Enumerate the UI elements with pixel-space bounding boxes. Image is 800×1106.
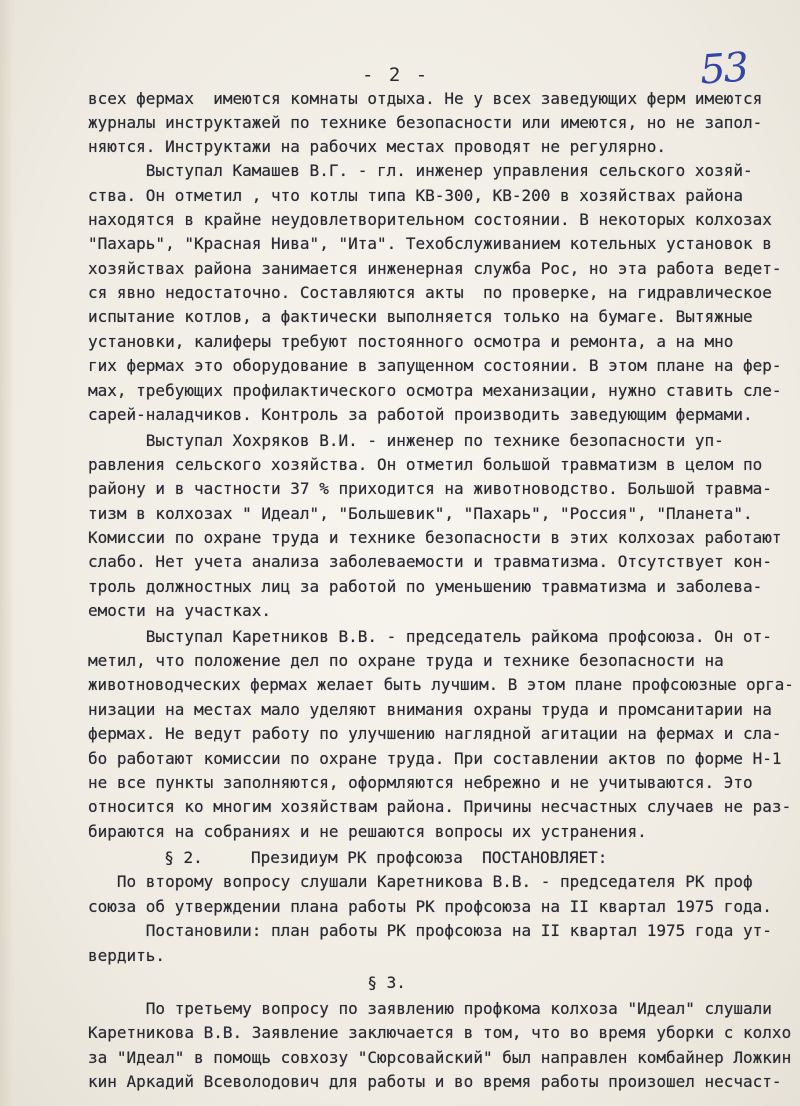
text-line: низации на местах мало уделяют внимания охраны труда и промсанитарии на [88,700,772,719]
text-line: испытание котлов, а фактически выполняется только на бумаге. Вытяжные [88,307,753,326]
text-line: относится ко многим хозяйствам района. Причины несчастных случаев не раз- [88,797,792,816]
text-line: По третьему вопросу по заявлению профкома колхоза "Идеал" слушали [88,999,772,1018]
text-line: Комиссии по охране труда и технике безопасности в этих колхозах работают [88,528,782,547]
text-line: району и в частности 37 % приходится на животноводство. Большой травма- [88,479,772,498]
text-line: фермах. Не ведут работу по улучшению наглядной агитации на фермах и сла- [88,724,782,743]
text-line: находятся в крайне неудовлетворительном состоянии. В некоторых колхозах [88,210,772,229]
text-line: Выступал Камашев В.Г. - гл. инженер управления сельского хозяй- [88,161,753,180]
text-line: ся явно недостаточно. Составляются акты по проверке, на гидравлическое [88,283,772,302]
text-line: емости на участках. [88,601,272,620]
text-line: троль должностных лиц за работой по уменьшению травматизма и заболева- [88,577,763,596]
text-line: бо работают комиссии по охране труда. При составлении актов по форме Н-1 [88,749,782,768]
text-line: Постановили: план работы РК профсоюза на II квартал 1975 года ут- [88,921,772,940]
page-number: - 2 - [362,64,430,86]
text-line: ства. Он отметил , что котлы типа КВ-300, КВ-200 в хозяйствах района [88,186,744,205]
text-line: союза об утверждении плана работы РК профсоюза на II квартал 1975 года. [88,897,772,916]
text-line: "Пахарь", "Красная Нива", "Ита". Техобслуживанием котельных установок в [88,234,772,253]
text-line: Выступал Хохряков В.И. - инженер по технике безопасности уп- [88,431,724,450]
text-line: за "Идеал" в помощь совхозу "Сюрсовайский" был направлен комбайнер Ложкин [88,1048,792,1067]
text-line: бираются на собраниях и не решаются вопросы их устранения. [88,822,647,841]
text-line: кин Аркадий Всеволодович для работы и во время работы произошел несчаст- [88,1072,782,1091]
text-line: журналы инструктажей по технике безопасности или имеются, но не запол- [88,113,763,132]
text-line: Каретникова В.В. Заявление заключается в том, что во время уборки с колхо [88,1023,792,1042]
page-fold-shadow [0,0,14,1106]
text-line: сарей-наладчиков. Контроль за работой производить заведующим фермами. [88,405,753,424]
section-heading: § 2. Президиум РК профсоюза ПОСТАНОВЛЯЕТ: [145,848,608,867]
text-line: хозяйствах района занимается инженерная служба Рос, но эта работа ведет- [88,259,782,278]
section-heading: § 3. [88,973,406,992]
text-line: няются. Инструктажи на рабочих местах проводят не регулярно. [88,137,666,156]
text-line: равления сельского хозяйства. Он отметил большой травматизм в целом по [88,455,763,474]
text-line: метил, что положение дел по охране труда и технике безопасности на [88,651,724,670]
text-line: Выступал Каретников В.В. - председатель райкома профсоюза. Он от- [88,627,772,646]
text-line: не все пункты заполняются, оформляются небрежно и не учитываются. Это [88,773,753,792]
text-line: слабо. Нет учета анализа заболеваемости и травматизма. Отсутствует кон- [88,552,772,571]
text-line: тизм в колхозах " Идеал", "Большевик", "Пахарь", "Россия", "Планета". [88,504,753,523]
text-line: гих фермах это оборудование в запущенном состоянии. В этом плане на фер- [88,356,782,375]
archive-folio-number: 53 [698,44,749,94]
text-line: вердить. [88,946,166,965]
text-line: животноводческих фермах желает быть лучшим. В этом плане профсоюзные орга- [88,675,794,694]
text-line: По второму вопросу слушали Каретникова В.В. - председателя РК проф [88,872,753,891]
text-line: установки, калиферы требуют постоянного осмотра и ремонта, а на мно [88,332,734,351]
text-line: мах, требующих профилактического осмотра механизации, нужно ставить сле- [88,381,782,400]
text-line: всех фермах имеются комнаты отдыха. Не у всех заведующих ферм имеются [88,89,763,108]
